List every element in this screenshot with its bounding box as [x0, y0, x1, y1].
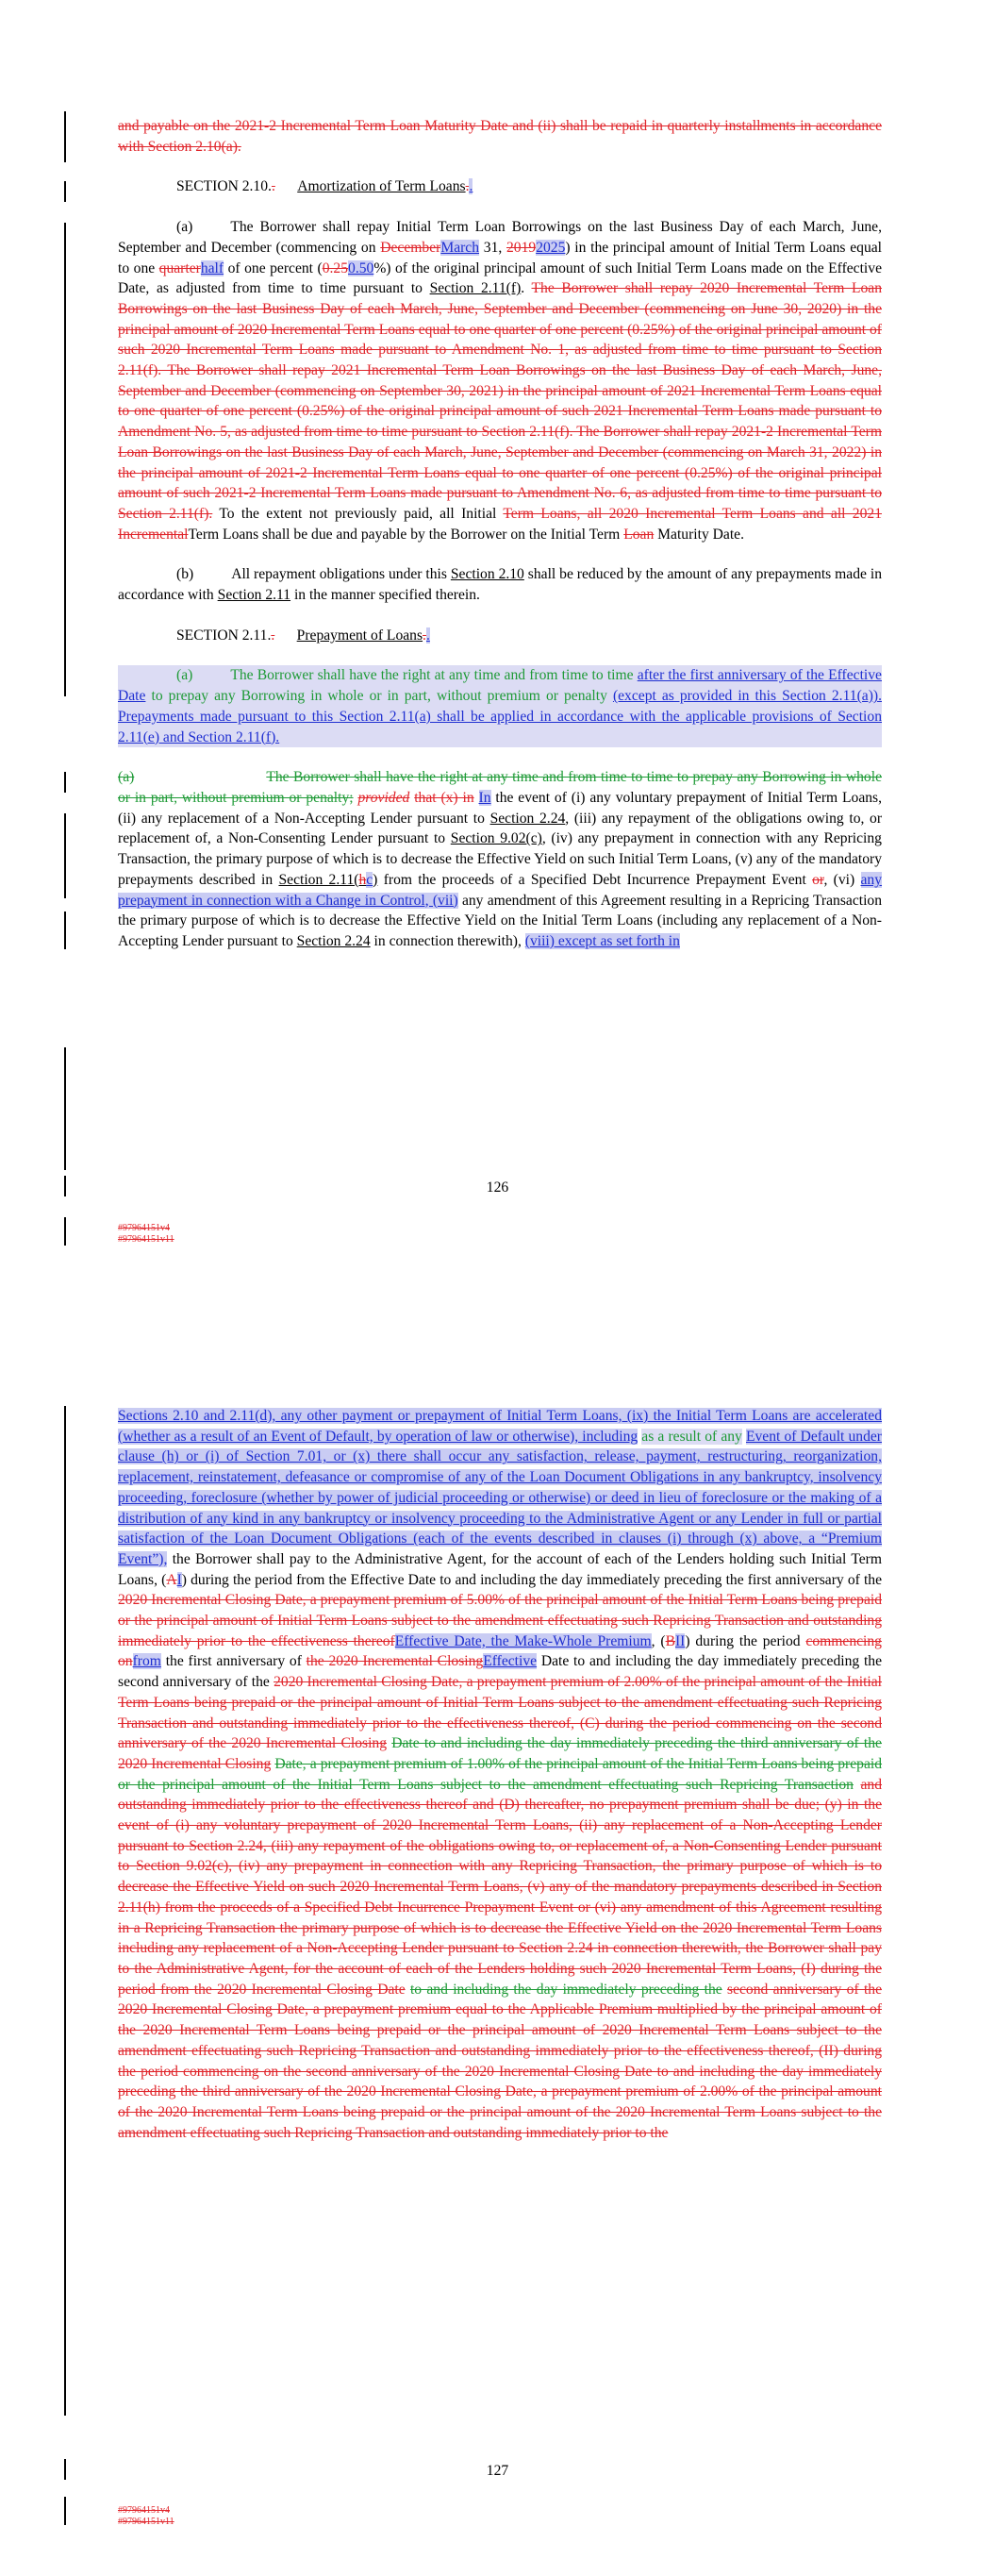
moved-text: as a result of any — [641, 1428, 742, 1445]
para-2-11-a-new — [118, 665, 882, 747]
deleted-text: provided — [357, 789, 410, 806]
inserted-text: Sections 2.10 and 2.11(d), any other payment or prepayment of Initial Term Loans, (ix) the Initial Term Loans are accelerated (whether as a result of an Event of Default, by operation of law or otherwise), including — [118, 1408, 882, 1445]
deleted-text: 2019 — [506, 239, 537, 256]
section-ref: ) — [373, 871, 378, 888]
page-number: 127 — [486, 2463, 509, 2479]
moved-deleted-text: Date, a prepayment premium of 1.00% of the principal amount of the Initial Term Loans being prepaid or the principal amount of the Initial Term Loans subject to the amendment effectuating such Repricing Transaction — [118, 1755, 883, 1793]
inserted-text: any prepayment in connection with a Change in Control, (vii) — [118, 871, 883, 909]
deleted-text: second anniversary of the 2020 Incremental Closing Date, a prepayment premium equal to the Applicable Premium multiplied by the principal amount of the 2020 Incremental Term Loans being prepaid or the principal amount of 2020 Incremental Term Loans subject to the amendment effectuating such Repricing Transaction and outstanding immediately prior to the effectiveness thereof, (II) during the period commencing on the second anniversary of the 2020 Incremental Closing Date to and including the day immediately preceding the third anniversary of the 2020 Incremental Closing Date, a prepayment premium of 2.00% of the principal amount of the 2020 Incremental Term Loans being prepaid or the principal amount of the 2020 Incremental Term Loans subject to the amendment effectuating such Repricing Transaction and outstanding immediately prior to the — [118, 1981, 882, 2141]
section-title: Prepayment of Loans — [296, 627, 423, 644]
section-ref: Section 2.11(f) — [429, 280, 522, 297]
deleted-text: 2020 Incremental Closing — [118, 1755, 272, 1772]
section-number: SECTION 2.11. — [176, 627, 272, 644]
change-bar — [64, 1217, 66, 1246]
text-run: the first anniversary of — [165, 1653, 302, 1670]
deleted-text: h — [358, 871, 367, 888]
deleted-text: 2020 Incremental Closing Date, a prepayment premium of 5.00% of the principal amount of the Initial Term Loans being prepaid or the principal amount of Initial Term Loans subject to the amendment effectuating such Repricing Transaction and outstanding immediately prior to the effectiveness thereof — [118, 1592, 882, 1649]
section-title: Amortization of Term Loans — [297, 178, 466, 195]
deleted-text: that (x) in — [414, 789, 474, 806]
footer-line: #97964151v4 — [118, 1223, 170, 1233]
section-ref: Section 2.24 — [489, 810, 566, 827]
deleted-text: A — [166, 1571, 177, 1588]
text-run: the event of (i) any voluntary prepayment of Initial Term Loans, (ii) any replacement of a Non-Accepting Lender pursuant to — [118, 789, 883, 827]
deleted-text: Term Loans, all 2020 Incremental Term Loans and all 2021 Incremental — [118, 505, 882, 543]
section-number: SECTION 2.10. — [176, 178, 272, 195]
moved-text: The Borrower shall have the right at any time and from time to time — [230, 667, 634, 684]
change-bar — [64, 912, 66, 949]
text-run: , (iv) any prepayment in connection with any Repricing Transaction, the primary purpose of which is to decrease the Effective Yield on such Initial Term Loans, (v) any of the mandatory prepayments described in — [118, 830, 882, 888]
para-label: (b) — [176, 566, 194, 583]
moved-text: to prepay any Borrowing in whole or in part, without premium or penalty — [151, 688, 607, 705]
deleted-text: or — [812, 871, 824, 888]
deleted-text: Loan — [623, 526, 655, 543]
text-run: , (vi) — [823, 871, 855, 888]
change-bar — [64, 813, 66, 898]
inserted-text: after the first anniversary of the Effective Date — [118, 667, 882, 705]
inserted-text: 2025 — [536, 239, 566, 256]
deleted-text: B — [665, 1632, 675, 1649]
page-126 — [0, 0, 995, 1274]
text-run: Term Loans shall be due and payable by the Borrower on the Initial Term — [188, 526, 621, 543]
section-ref: Section 2.11 — [217, 587, 291, 604]
text-run: shall be reduced by the amount of any prepayments made in accordance with — [118, 566, 882, 604]
section-2-11-heading: SECTION 2.11.. Prepayment of Loans.. — [176, 627, 430, 644]
deleted-text: The Borrower shall repay 2020 Incremental Term Loan Borrowings on the last Business Day of each March, June, September and December (commencing on June 30, 2020) in the principal amount of 2020 Incremental Term Loans equal to one quarter of one percent (0.25%) of the original principal amount of such 2020 Incremental Term Loans made pursuant to Amendment No. 1, as adjusted from time to time pursuant to Section 2.11(f). The Borrower shall repay 2021 Incremental Term Loan Borrowings on the last Business Day of each March, June, September and December (commencing on September 30, 2021) in the principal amount of 2021 Incremental Term Loans equal to one quarter of one percent (0.25%) of the original principal amount of such 2021 Incremental Term Loans made pursuant to Amendment No. 5, as adjusted from time to time pursuant to Section 2.11(f). The Borrower shall repay 2021-2 Incremental Term Loan Borrowings on the last Business Day of each March, June, September and December (commencing on March 31, 2022) in the principal amount of 2021-2 Incremental Term Loans equal to one quarter of one percent (0.25%) of the original principal amount of such 2021-2 Incremental Term Loans made pursuant to Amendment No. 6, as adjusted from time to time pursuant to Section 2.11(f). — [118, 280, 883, 522]
text-run: The Borrower shall repay Initial Term Loan Borrowings on the last Business Day of each March, June, September and December (commencing on — [118, 219, 882, 256]
text-run: All repayment obligations under this — [231, 566, 447, 583]
para-label: (a) — [176, 667, 193, 684]
footer-line: #97964151v4 — [118, 2505, 170, 2516]
change-bar — [64, 772, 66, 793]
para-2-11-a-continued — [118, 1406, 882, 2143]
change-bar — [64, 181, 66, 202]
para-2-11-a-old — [118, 767, 882, 951]
para-2-10-a: (a) The Borrower shall repay Initial Term Loan Borrowings on the last Business Day of each March, June, September and December (commencing on DecemberMarch 31, 20192025) in the principal amount of Initial Term Loans equal to one quarterhalf of one percent (0.250.50%) of the original principal amount of such Initial Term Loans made on the Effective Date, as adjusted from time to time pursuant to Section 2.11(f). The Borrower shall repay 2020 Incremental Term Loan Borrowings on the last Business Day of each March, June, September and December (commencing on June 30, 2020) in the principal amount of 2020 Incremental Term Loans equal to one quarter of one percent (0.25%) of the original principal amount of such 2020 Incremental Term Loans made pursuant to Amendment No. 1, as adjusted from time to time pursuant to Section 2.11(f). The Borrower shall repay 2021 Incremental Term Loan Borrowings on the last Business Day of each March, June, September and December (commencing on September 30, 2021) in the principal amount of 2021 Incremental Term Loans equal to one quarter of one percent (0.25%) of the original principal amount of such 2021 Incremental Term Loans made pursuant to Amendment No. 5, as adjusted from time to time pursuant to Section 2.11(f). The Borrower shall repay 2021-2 Incremental Term Loan Borrowings on the last Business Day of each March, June, September and December (commencing on March 31, 2022) in the principal amount of 2021-2 Incremental Term Loans equal to one quarter of one percent (0.25%) of the original principal amount of such 2021-2 Incremental Term Loans made pursuant to Amendment No. 6, as adjusted from time to time pursuant to Section 2.11(f). To the extent not previously paid, all Initial Term Loans, all 2020 Incremental Term Loans and all 2021 IncrementalTerm Loans shall be due and payable by the Borrower on the Initial Term Loan Maturity Date. — [118, 219, 883, 543]
page-2-body — [118, 1406, 882, 2143]
page-127 — [0, 1368, 995, 2576]
change-bar — [64, 2497, 66, 2525]
text-run: the Borrower shall pay to the Administrative Agent, for the account of each of the Lenders holding such Initial Term Loans, ( — [118, 1550, 882, 1588]
change-bar — [64, 1047, 66, 1170]
text-run: ) in the principal amount of Initial Term Loans equal to one — [118, 239, 882, 276]
change-bar — [64, 111, 66, 162]
para-label: (a) — [176, 219, 193, 236]
change-bar — [64, 223, 66, 696]
inserted-text: c — [366, 871, 373, 888]
section-ref: Section 2.11( — [278, 871, 359, 888]
inserted-text: 0.50 — [348, 259, 374, 276]
inserted-text: from — [132, 1653, 161, 1670]
text-run: %) of the original principal amount of such Initial Term Loans made on the Effective Date, as adjusted from time to time pursuant to — [118, 259, 882, 297]
text-run: ) during the period from the Effective Date to and including the day immediately preceding the first anniversary of the — [181, 1571, 882, 1588]
deleted-text: quarter — [158, 259, 201, 276]
page-number: 126 — [486, 1179, 509, 1196]
moved-deleted-text: Date to and including the day immediately preceding the third anniversary of the — [391, 1735, 882, 1752]
text-run: in connection therewith), — [373, 932, 522, 949]
text-run: in the manner specified therein. — [293, 587, 480, 604]
text-run: , ( — [651, 1632, 666, 1649]
inserted-text: II — [674, 1632, 686, 1649]
deleted-text: the 2020 Incremental Closing — [306, 1653, 484, 1670]
moved-deleted-text: The Borrower shall have the right at any time and from time to time to prepay any Borrowing in whole or in part, without premium or penalty; — [118, 769, 882, 806]
text-run: ) during the period — [685, 1632, 801, 1649]
inserted-text: Effective — [483, 1653, 538, 1670]
footer-line: #97964151v11 — [118, 2517, 174, 2527]
text-run: from the proceeds of a Specified Debt Incurrence Prepayment Event — [383, 871, 806, 888]
inserted-text: Event of Default under clause (h) or (i) of Section 7.01, or (x) there shall occur any satisfaction, release, payment, restructuring, reorganization, replacement, reinstatement, defeasance or compromise of any of the Loan Document Obligations in any bankruptcy, insolvency proceeding, foreclosure (whether by power of judicial proceeding or otherwise) or deed in lieu of foreclosure or the making of a distribution of any kind in any bankruptcy or insolvency proceeding to the Administrative Agent or any Lender in full or partial satisfaction of the Loan Document Obligations (each of the events described in clauses (i) through (x) above, a “Premium Event”), — [118, 1428, 882, 1567]
inserted-text: In — [478, 789, 491, 806]
text-run: To the extent not previously paid, all Initial — [219, 505, 497, 522]
text-run: Date to and including the day immediately preceding the second anniversary of the — [118, 1653, 883, 1691]
deleted-text: and outstanding immediately prior to the effectiveness thereof and (D) thereafter, no prepayment premium shall be due; (y) in the event of (i) any voluntary prepayment of 2020 Incremental Term Loans, (ii) any replacement of a Non-Accepting Lender pursuant to Section 2.24, (iii) any repayment of the obligations owing to, or replacement of, a Non-Consenting Lender pursuant to Section 9.02(c), (iv) any prepayment in connection with any Repricing Transaction, the primary purpose of which is to decrease the Effective Yield on such 2020 Incremental Term Loans, (v) any of the mandatory prepayments described in Section 2.11(h) from the proceeds of a Specified Debt Incurrence Prepayment Event or (vi) any amendment of this Agreement resulting in a Repricing Transaction the primary purpose of which is to decrease the Effective Yield on the 2020 Incremental Term Loans including any replacement of a Non-Accepting Lender pursuant to Section 2.24 in connection therewith, the Borrower shall pay to the Administrative Agent, for the account of each of the Lenders holding such 2020 Incremental Term Loans, (I) during the period from the 2020 Incremental Closing Date — [118, 1776, 882, 1998]
section-ref: Section 2.10 — [450, 566, 524, 583]
inserted-text: (except as provided in this Section 2.11(a)). Prepayments made pursuant to this Section 2.11(a) shall be applied in accordance with the applicable provisions of Section 2.11(e) and Section 2.11(f). — [118, 688, 882, 745]
text-run: of one percent ( — [227, 259, 323, 276]
inserted-text: (viii) except as set forth in — [524, 932, 680, 949]
inserted-text: I — [176, 1571, 182, 1588]
para-2-10-b — [118, 564, 882, 605]
inserted-text: half — [200, 259, 224, 276]
section-ref: Section 9.02(c) — [450, 830, 542, 847]
footer-doc-id — [118, 2505, 174, 2528]
deleted-text: commencing on — [118, 1632, 882, 1670]
text-run: Maturity Date. — [657, 526, 744, 543]
text-run: any amendment of this Agreement resulting in a Repricing Transaction the primary purpose of which is to decrease the Effective Yield on the Initial Term Loans (including any replacement of a Non-Accepting Lender pursuant to — [118, 892, 883, 949]
section-2-10-heading: SECTION 2.10.. Amortization of Term Loans.. — [176, 178, 473, 195]
footer-line: #97964151v11 — [118, 1234, 174, 1245]
carryover-text: and payable on the 2021-2 Incremental Term Loan Maturity Date and (ii) shall be repaid in quarterly installments in accordance with Section 2.10(a). — [118, 118, 882, 155]
deleted-text: 0.25 — [322, 259, 349, 276]
deleted-text: 2020 Incremental Closing Date, a prepayment premium of 2.00% of the principal amount of the Initial Term Loans being prepaid or the principal amount of Initial Term Loans subject to the amendment effectuating such Repricing Transaction and outstanding immediately prior to the effectiveness thereof, (C) during the period commencing on the second anniversary of the 2020 Incremental Closing — [118, 1674, 882, 1752]
para-label: (a) — [118, 769, 135, 786]
text-run: 31, — [483, 239, 503, 256]
change-bar — [64, 1406, 66, 2416]
inserted-text: Effective Date, the Make-Whole Premium — [394, 1632, 652, 1649]
inserted-text: March — [440, 239, 480, 256]
deleted-text: December — [380, 239, 441, 256]
text-run: , (iii) any repayment of the obligations owing to, or replacement of, a Non-Consenting Lender pursuant to — [118, 810, 883, 847]
section-ref: Section 2.24 — [296, 932, 371, 949]
footer-doc-id — [118, 1223, 174, 1246]
page-gap — [0, 1274, 995, 1368]
page-1-body — [118, 116, 882, 952]
moved-deleted-text: to and including the day immediately preceding the — [409, 1981, 722, 1998]
